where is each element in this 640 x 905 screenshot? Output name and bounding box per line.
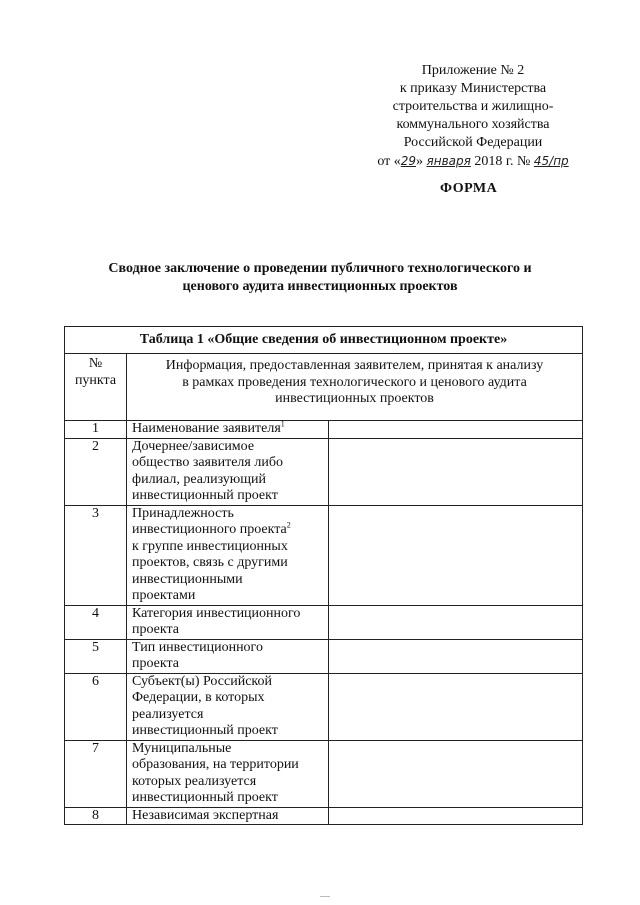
handwritten-day: 29 [400, 154, 417, 168]
handwritten-order-number: 45/пр [533, 154, 569, 168]
row-label-text: Дочернее/зависимое [132, 438, 255, 454]
row-label-text: филиал, реализующий [132, 471, 267, 487]
row-number: 2 [65, 438, 127, 505]
row-label-text: к группе инвестиционных [132, 538, 288, 554]
row-label-line [132, 622, 328, 639]
order-date-line [350, 152, 596, 171]
table-row [65, 421, 583, 439]
table-row [65, 673, 583, 740]
row-label-line [132, 808, 328, 825]
row-label-line [132, 723, 328, 740]
annex-block [350, 62, 596, 171]
row-label-line [132, 472, 328, 489]
row-label [127, 505, 329, 605]
row-label-line [132, 690, 328, 707]
row-label [127, 807, 329, 825]
row-label-text: инвестиционный проект [132, 790, 278, 805]
row-label-text: реализуется [132, 706, 204, 722]
row-label-text: инвестиционный проект [132, 723, 278, 738]
row-label-line [132, 757, 328, 774]
handwritten-month: января [426, 154, 471, 168]
row-label-line [132, 656, 328, 673]
row-number: 8 [65, 807, 127, 825]
row-value-cell[interactable] [329, 505, 583, 605]
row-label-text: образования, на территории [132, 757, 299, 772]
row-number: 7 [65, 740, 127, 807]
row-label [127, 639, 329, 673]
table-header-row [65, 354, 583, 421]
header-info-line: инвестиционных проектов [275, 391, 434, 406]
row-label-line [132, 439, 328, 456]
row-value-cell[interactable] [329, 673, 583, 740]
row-label-text: инвестиционный проект [132, 488, 278, 503]
row-label-line [132, 421, 328, 438]
table-row [65, 438, 583, 505]
row-label-text: Независимая экспертная [132, 807, 279, 823]
annex-line: к приказу Министерства [399, 81, 547, 96]
row-value-cell[interactable] [329, 639, 583, 673]
row-label-text: проектов, связь с другими [132, 555, 288, 570]
annex-line: Российской Федерации [403, 135, 543, 150]
row-label-text: инвестиционного проекта [132, 522, 287, 537]
table-row [65, 505, 583, 605]
row-label-line [132, 606, 328, 623]
footnote-marker: 2 [286, 520, 291, 530]
title-line: ценового аудита инвестиционных проектов [182, 279, 458, 294]
document-title [60, 260, 580, 296]
row-number: 3 [65, 505, 127, 605]
row-label [127, 740, 329, 807]
header-num-symbol: № [88, 356, 103, 371]
row-label-line [132, 790, 328, 807]
row-label-line [132, 640, 328, 657]
page-edge-mark [320, 896, 330, 900]
row-label [127, 605, 329, 639]
form-label: ФОРМА [440, 181, 498, 196]
row-value-cell[interactable] [329, 605, 583, 639]
row-label-line [132, 572, 328, 589]
table-row [65, 740, 583, 807]
row-label-line [132, 774, 328, 791]
row-label-line [132, 455, 328, 472]
row-label-line [132, 741, 328, 758]
general-info-table [64, 326, 583, 825]
row-label-text: Тип инвестиционного [132, 639, 263, 655]
row-label-text: инвестиционными [132, 571, 243, 587]
row-label [127, 673, 329, 740]
annex-line: строительства и жилищно- [392, 99, 554, 114]
annex-line: Приложение № 2 [421, 63, 525, 78]
row-label-text: Муниципальные [132, 740, 232, 756]
row-value-cell[interactable] [329, 421, 583, 439]
row-label-text: Субъект(ы) Российской [132, 673, 272, 689]
row-label-line [132, 488, 328, 505]
row-label-text: Категория инвестиционного [132, 605, 301, 621]
row-label-text: проекта [132, 656, 179, 671]
header-num-cell [65, 354, 127, 421]
title-line: Сводное заключение о проведении публичного технологического и [108, 261, 532, 276]
table-caption: Таблица 1 «Общие сведения об инвестиционном проекте» [65, 327, 583, 354]
header-info-line: в рамках проведения технологического и ценового аудита [182, 374, 527, 390]
table-caption-row [65, 327, 583, 354]
row-label [127, 421, 329, 439]
row-number: 6 [65, 673, 127, 740]
row-label-line [132, 674, 328, 691]
header-num-label: пункта [74, 372, 117, 388]
row-label-line [132, 555, 328, 572]
row-label-text: Наименование заявителя [132, 421, 281, 436]
row-label [127, 438, 329, 505]
row-number: 5 [65, 639, 127, 673]
row-label-text: проектами [132, 588, 196, 603]
row-label-line [132, 707, 328, 724]
row-label-line [132, 539, 328, 556]
row-label-line [132, 522, 328, 539]
row-label-text: Федерации, в которых [132, 690, 265, 705]
date-mid: » [416, 154, 427, 169]
row-label-line [132, 506, 328, 523]
footnote-marker: 1 [280, 419, 285, 429]
date-prefix: от « [377, 154, 401, 169]
table-row [65, 807, 583, 825]
row-value-cell[interactable] [329, 740, 583, 807]
header-info-line: Информация, предоставленная заявителем, принятая к анализу [165, 358, 544, 373]
row-label-text: проекта [132, 622, 179, 637]
table-row [65, 605, 583, 639]
row-value-cell[interactable] [329, 807, 583, 825]
row-label-text: которых реализуется [132, 773, 257, 789]
row-value-cell[interactable] [329, 438, 583, 505]
annex-line: коммунального хозяйства [396, 117, 550, 132]
row-label-line [132, 588, 328, 605]
table-row [65, 639, 583, 673]
row-number: 1 [65, 421, 127, 439]
date-year: 2018 г. № [470, 154, 534, 169]
row-number: 4 [65, 605, 127, 639]
header-info-cell [127, 354, 583, 421]
row-label-text: Принадлежность [132, 505, 234, 521]
row-label-text: общество заявителя либо [132, 455, 283, 470]
